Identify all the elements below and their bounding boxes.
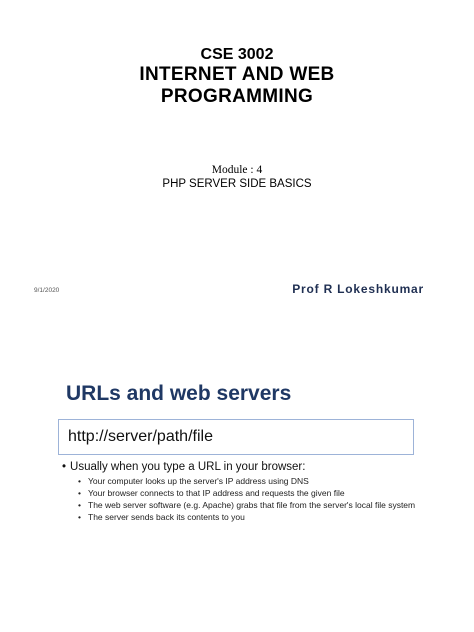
course-title-line2: PROGRAMMING xyxy=(160,86,314,107)
sub-bullet-text: The web server software (e.g. Apache) grabs that file from the server's local file system xyxy=(88,500,416,510)
sub-bullet-list xyxy=(78,476,428,524)
module-subtitle: PHP SERVER SIDE BASICS xyxy=(162,178,312,190)
course-title xyxy=(0,64,474,108)
slide-title: URLs and web servers xyxy=(66,382,292,405)
list-item xyxy=(78,512,428,523)
slide-date: 9/1/2020 xyxy=(34,287,60,294)
main-bullet-text: Usually when you type a URL in your browser: xyxy=(70,461,306,473)
sub-bullet-text: Your browser connects to that IP address and requests the given file xyxy=(88,488,345,498)
url-example-text: http://server/path/file xyxy=(68,428,213,445)
module-label: Module : 4 xyxy=(211,164,263,176)
sub-bullet-text: The server sends back its contents to you xyxy=(88,512,245,522)
bullet-icon: • xyxy=(78,476,81,486)
main-bullet xyxy=(62,461,305,473)
course-title-line1: INTERNET AND WEB xyxy=(139,64,335,85)
sub-bullet-text: Your computer looks up the server's IP address using DNS xyxy=(88,476,309,486)
course-code: CSE 3002 xyxy=(200,46,274,63)
url-example-box xyxy=(58,419,414,455)
bullet-icon: • xyxy=(78,500,81,510)
list-item xyxy=(78,500,428,511)
author-name: Prof R Lokeshkumar xyxy=(292,282,424,296)
list-item xyxy=(78,476,428,487)
bullet-icon: • xyxy=(78,512,81,522)
list-item xyxy=(78,488,428,499)
bullet-icon: • xyxy=(78,488,81,498)
slide-divider xyxy=(0,330,474,362)
bullet-icon: • xyxy=(62,461,67,473)
content-slide xyxy=(0,362,474,632)
